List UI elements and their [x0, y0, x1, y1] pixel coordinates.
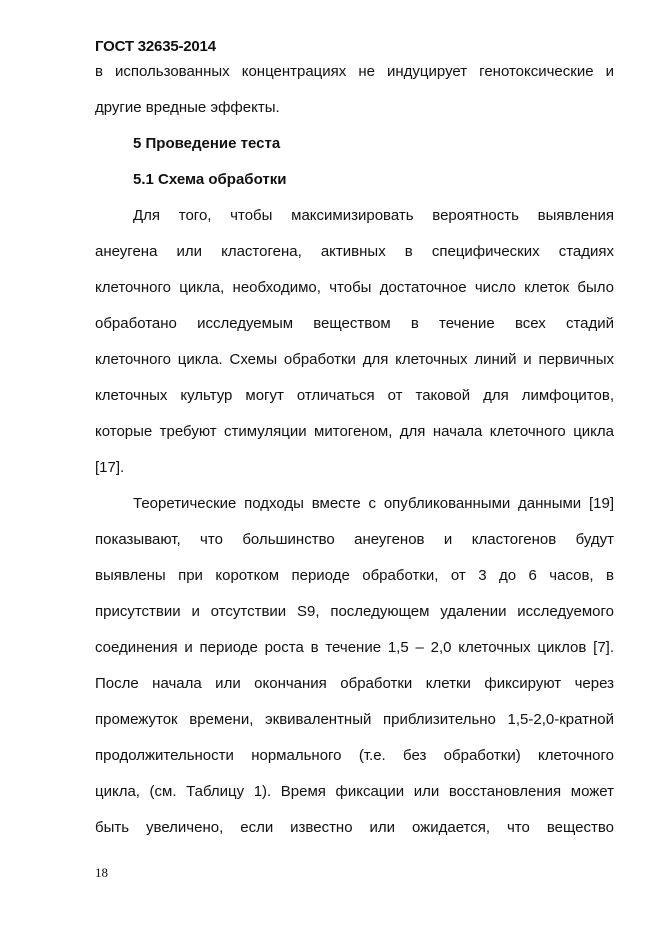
- text-line: цикла, (см. Таблицу 1). Время фиксации или восстановления может: [95, 783, 614, 800]
- text-line: После начала или окончания обработки клетки фиксируют через: [95, 675, 614, 692]
- text-line: выявлены при коротком периоде обработки, от 3 до 6 часов, в: [95, 567, 614, 584]
- text-line: соединения и периоде роста в течение 1,5 – 2,0 клеточных циклов [7].: [95, 639, 614, 656]
- document-code-header: ГОСТ 32635-2014: [95, 38, 216, 55]
- text-line: Для того, чтобы максимизировать вероятность выявления: [133, 207, 614, 224]
- text-line: промежуток времени, эквивалентный приблизительно 1,5-2,0-кратной: [95, 711, 614, 728]
- text-line: продолжительности нормального (т.е. без обработки) клеточного: [95, 747, 614, 764]
- text-line: быть увеличено, если известно или ожидается, что вещество: [95, 819, 614, 836]
- text-line: клеточных культур могут отличаться от таковой для лимфоцитов,: [95, 387, 614, 404]
- text-line: показывают, что большинство анеугенов и кластогенов будут: [95, 531, 614, 548]
- subsection-heading: 5.1 Схема обработки: [133, 171, 287, 188]
- text-line: анеугена или кластогена, активных в специфических стадиях: [95, 243, 614, 260]
- text-line: в использованных концентрациях не индуцирует генотоксические и: [95, 63, 614, 80]
- text-line: которые требуют стимуляции митогеном, для начала клеточного цикла: [95, 423, 614, 440]
- text-line: присутствии и отсутствии S9, последующем удалении исследуемого: [95, 603, 614, 620]
- text-line: Теоретические подходы вместе с опубликованными данными [19]: [133, 495, 614, 512]
- section-heading: 5 Проведение теста: [133, 135, 281, 152]
- text-line: клеточного цикла, необходимо, чтобы достаточное число клеток было: [95, 279, 614, 296]
- text-line: [17].: [95, 459, 125, 476]
- text-line: клеточного цикла. Схемы обработки для клеточных линий и первичных: [95, 351, 614, 368]
- text-line: обработано исследуемым веществом в течение всех стадий: [95, 315, 614, 332]
- page-number: 18: [95, 865, 108, 880]
- text-line: другие вредные эффекты.: [95, 99, 280, 116]
- document-body: [95, 54, 614, 846]
